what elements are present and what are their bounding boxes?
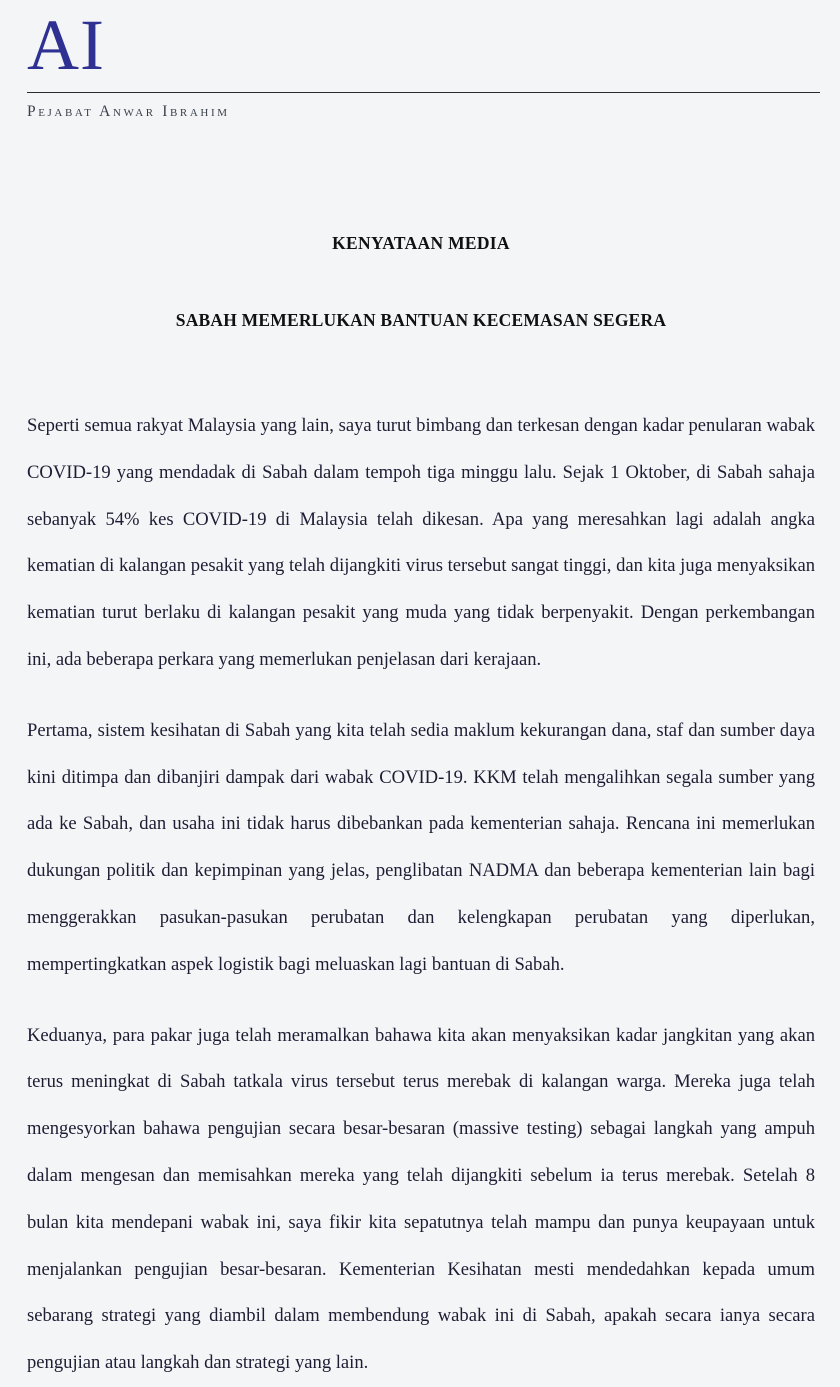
letterhead bbox=[0, 0, 840, 121]
office-name-label: Pejabat Anwar Ibrahim bbox=[27, 103, 230, 120]
paragraph: Seperti semua rakyat Malaysia yang lain, saya turut bimbang dan terkesan dengan kadar penularan wabak COVID-19 yang mendadak di Sabah dalam tempoh tiga minggu lalu. Sejak 1 Oktober, di Sabah sahaja sebanyak 54% kes COVID-19 di Malaysia telah dikesan. Apa yang meresahkan lagi adalah angka kematian di kalangan pesakit yang telah dijangkiti virus tersebut sangat tinggi, dan kita juga menyaksikan kematian turut berlaku di kalangan pesakit yang muda yang tidak berpenyakit. Dengan perkembangan ini, ada beberapa perkara yang memerlukan penjelasan dari kerajaan. bbox=[27, 415, 815, 670]
paragraph: Pertama, sistem kesihatan di Sabah yang kita telah sedia maklum kekurangan dana, staf dan sumber daya kini ditimpa dan dibanjiri dampak dari wabak COVID-19. KKM telah mengalihkan segala sumber yang ada ke Sabah, dan usaha ini tidak harus dibebankan pada kementerian sahaja. Rencana ini memerlukan dukungan politik dan kepimpinan yang jelas, penglibatan NADMA dan beberapa kementerian lain bagi menggerakkan pasukan-pasukan perubatan dan kelengkapan perubatan yang diperlukan, mempertingkatkan aspek logistik bagi meluaskan lagi bantuan di Sabah. bbox=[27, 719, 815, 975]
page-subtitle: SABAH MEMERLUKAN BANTUAN KECEMASAN SEGERA bbox=[175, 310, 667, 330]
body-copy bbox=[27, 403, 815, 1387]
page-title: KENYATAAN MEDIA bbox=[332, 233, 510, 253]
title-block bbox=[27, 233, 815, 331]
letterhead-divider bbox=[27, 92, 820, 93]
document-body bbox=[0, 233, 840, 1387]
anwar-ibrahim-logo: AI bbox=[27, 5, 105, 85]
paragraph: Keduanya, para pakar juga telah meramalkan bahawa kita akan menyaksikan kadar jangkitan yang akan terus meningkat di Sabah tatkala virus tersebut terus merebak di kalangan warga. Mereka juga telah mengesyorkan bahawa pengujian secara besar-besaran (massive testing) sebagai langkah yang ampuh dalam mengesan dan memisahkan mereka yang telah dijangkiti sebelum ia terus merebak. Setelah 8 bulan kita mendepani wabak ini, saya fikir kita sepatutnya telah mampu dan punya keupayaan untuk menjalankan pengujian besar-besaran. Kementerian Kesihatan mesti mendedahkan kepada umum sebarang strategi yang diambil dalam membendung wabak ini di Sabah, apakah secara ianya secara pengujian atau langkah dan strategi yang lain. bbox=[27, 1024, 815, 1374]
